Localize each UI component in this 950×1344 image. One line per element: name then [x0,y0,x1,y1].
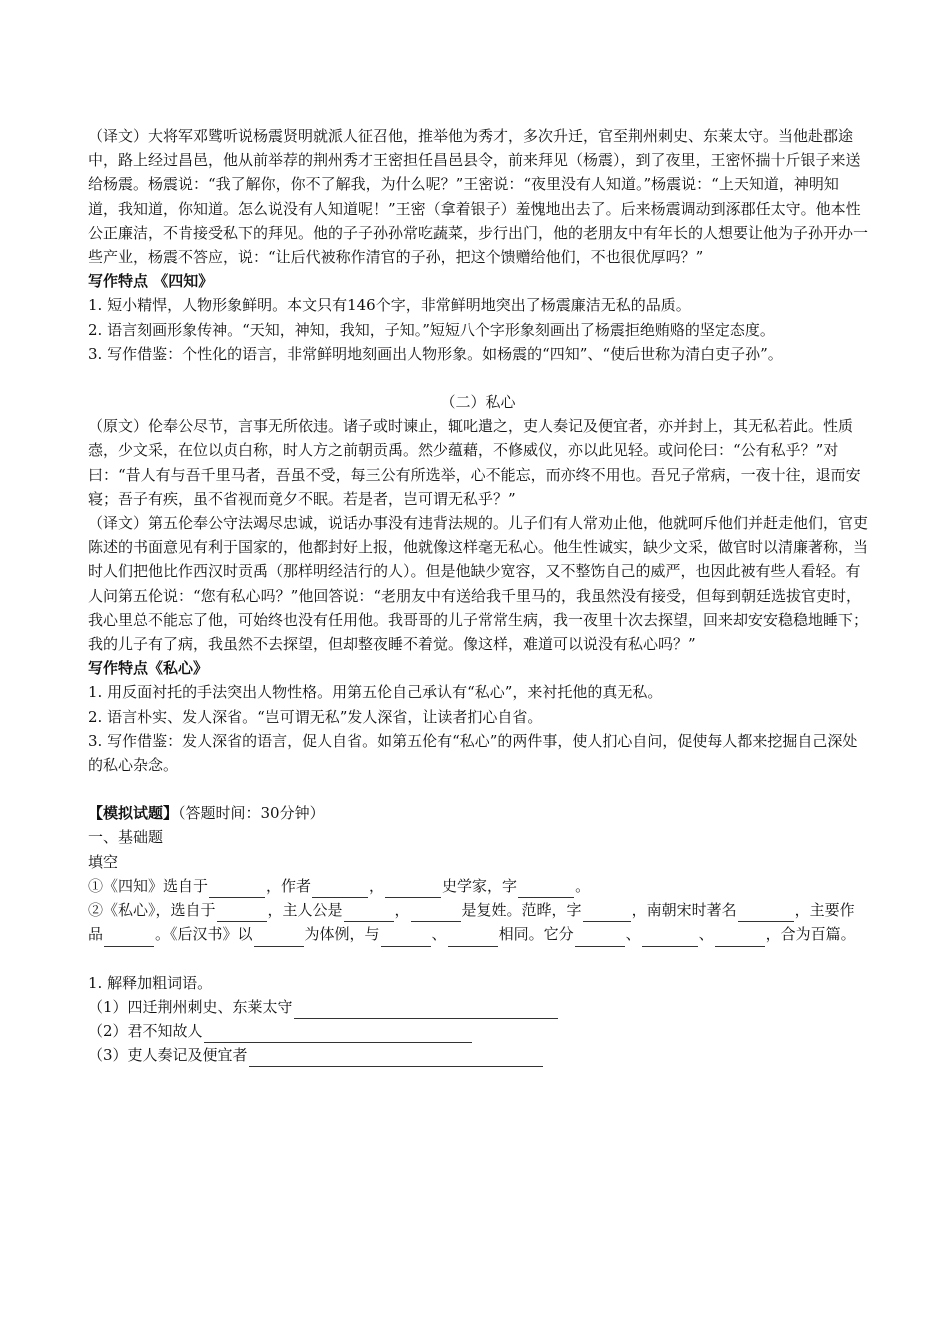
features-heading-1: 写作特点 《四知》 [88,272,214,291]
answer-blank[interactable] [254,932,304,947]
simulation-time: （答题时间：30分钟） [178,804,325,823]
answer-blank[interactable] [715,932,765,947]
original-paragraph-2: （原文）伦奉公尽节，言事无所依违。诸子或时谏止，辄叱遣之，吏人奏记及便宜者，亦并封上，其无私若此。性质悫，少文采，在位以贞白称，时人方之前朝贡禹。然少蕴藉，不修威仪，亦以此见轻。或问伦曰：“公有私乎？”对曰：“昔人有与吾千里马者，吾虽不受，每三公有所选举，心不能忘，而亦终不用也。吾兄子常病，一夜十往，退而安寝；吾子有疾，虽不省视而竟夕不眠。若是者，岂可谓无私乎？” [88,417,861,508]
explain-label: 1. 解释加粗词语。 [88,973,213,992]
part-one-label: 一、基础题 [88,828,164,847]
fill-question-b: ②《私心》，选自于 ，主人公是 ， 是复姓。范晔，字 ，南朝宋时著名 ，主要作品 。《后汉书》以 为体例，与 、 相同。它分 、 、 ，合为百篇。 [88,898,868,946]
spacer [88,366,868,390]
answer-blank[interactable] [518,883,574,898]
features-item: 2. 语言朴实、发人深省。“岂可谓无私”发人深省，让读者扪心自省。 [88,707,543,726]
features-heading-2: 写作特点《私心》 [88,659,209,678]
answer-blank[interactable] [411,907,461,922]
spacer [88,947,868,971]
answer-blank[interactable] [104,932,154,947]
fill-blank-label: 填空 [88,852,119,871]
answer-blank[interactable] [575,932,625,947]
answer-blank[interactable] [209,883,265,898]
answer-blank[interactable] [294,1004,558,1019]
answer-blank[interactable] [738,907,794,922]
explain-item-2: （2）君不知故人 [88,1019,868,1043]
features-item: 1. 用反面衬托的手法突出人物性格。用第五伦自己承认有“私心”，来衬托他的真无私。 [88,683,663,702]
answer-blank[interactable] [642,932,698,947]
features-item: 2. 语言刻画形象传神。“天知，神知，我知，子知。”短短八个字形象刻画出了杨震拒绝贿赂的坚定态度。 [88,320,775,339]
simulation-header [88,801,868,825]
spacer [88,777,868,801]
features-item: 1. 短小精悍，人物形象鲜明。本文只有146个字，非常鲜明地突出了杨震廉洁无私的品质。 [88,296,691,315]
answer-blank[interactable] [217,907,267,922]
features-item: 3. 写作借鉴：个性化的语言，非常鲜明地刻画出人物形象。如杨震的“四知”、“使后世称为清白吏子孙”。 [88,344,783,363]
section-title-2: （二）私心 [440,393,516,412]
features-item: 3. 写作借鉴：发人深省的语言，促人自省。如第五伦有“私心”的两件事，使人扪心自问，促使每人都来挖掘自己深处的私心杂念。 [88,731,858,775]
answer-blank[interactable] [344,907,394,922]
translation-paragraph-2: （译文）第五伦奉公守法竭尽忠诚，说话办事没有违背法规的。儿子们有人常劝止他，他就呵斥他们并赶走他们，官吏陈述的书面意见有利于国家的，他都封好上报，他就像这样毫无私心。他生性诚实，缺少文采，做官时以清廉著称，当时人们把他比作西汉时贡禹（那样明经洁行的人）。但是他缺少宽容，又不整饬自己的威严，也因此被有些人看轻。有人问第五伦说：“您有私心吗？”他回答说：“老朋友中有送给我千里马的，我虽然没有接受，但每到朝廷选拔官吏时，我心里总不能忘了他，可始终也没有任用他。我哥哥的儿子常常生病，我一夜里十次去探望，回来却安安稳稳地睡下；我的儿子有了病，我虽然不去探望，但却整夜睡不着觉。像这样，难道可以说没有私心吗？” [88,514,869,654]
answer-blank[interactable] [312,883,368,898]
answer-blank[interactable] [583,907,631,922]
document-page [88,124,868,1067]
explain-item-3: （3）吏人奏记及便宜者 [88,1043,868,1067]
answer-blank[interactable] [204,1028,472,1043]
answer-blank[interactable] [381,932,431,947]
answer-blank[interactable] [448,932,498,947]
fill-question-a: ①《四知》选自于 ，作者 ， 史学家，字 。 [88,874,868,898]
simulation-title: 【模拟试题】 [88,804,179,823]
answer-blank[interactable] [385,883,441,898]
translation-paragraph-1: （译文）大将军邓骘听说杨震贤明就派人征召他，推举他为秀才，多次升迁，官至荆州刺史、东莱太守。当他赴郡途中，路上经过昌邑，他从前举荐的荆州秀才王密担任昌邑县令，前来拜见（杨震），到了夜里，王密怀揣十斤银子来送给杨震。杨震说：“我了解你，你不了解我，为什么呢？”王密说：“夜里没有人知道。”杨震说：“上天知道，神明知道，我知道，你知道。怎么说没有人知道呢！”王密（拿着银子）羞愧地出去了。后来杨震调动到涿郡任太守。他本性公正廉洁，不肯接受私下的拜见。他的子子孙孙常吃蔬菜，步行出门，他的老朋友中有年长的人想要让他为子孙开办一些产业，杨震不答应，说：“让后代被称作清官的子孙，把这个馈赠给他们，不也很优厚吗？” [88,127,869,267]
explain-item-1: （1）四迁荆州刺史、东莱太守 [88,995,868,1019]
answer-blank[interactable] [249,1052,543,1067]
